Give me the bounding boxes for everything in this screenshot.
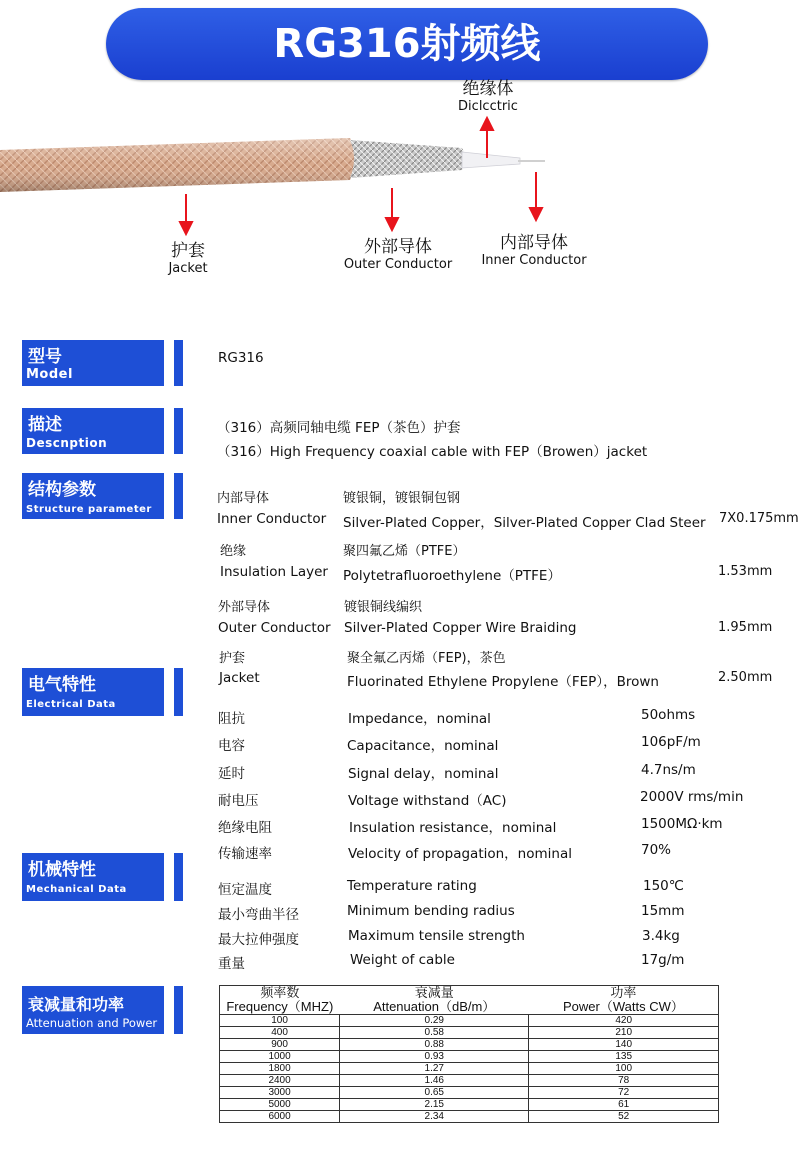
mechanical-row-label-en: Maximum tensile strength	[348, 928, 525, 944]
structure-row-material-zh: 镀银铜，镀银铜包钢	[343, 491, 461, 506]
structure-row-material-en: Fluorinated Ethylene Propylene（FEP），Brown	[347, 674, 659, 690]
structure-row-label-en: Jacket	[219, 670, 260, 686]
jacket-label	[150, 242, 226, 276]
cell-attenuation: 0.29	[340, 1015, 529, 1027]
structure-row-material-en: Polytetrafluoroethylene（PTFE）	[343, 568, 561, 584]
electrical-row-label-en: Signal delay，nominal	[348, 766, 499, 782]
section-header-electrical	[22, 668, 164, 716]
structure-row-label-en: Insulation Layer	[220, 564, 328, 580]
mechanical-row-label-zh: 最小弯曲半径	[218, 907, 299, 923]
table-row	[220, 1051, 719, 1063]
section-title-zh: 衰减量和功率	[28, 995, 125, 1014]
structure-row-material-en: Silver-Plated Copper Wire Braiding	[344, 620, 577, 636]
outer-conductor-label-en: Outer Conductor	[343, 256, 453, 272]
electrical-row-label-zh: 延时	[218, 766, 245, 782]
cell-power: 61	[529, 1099, 719, 1111]
page-title: RG316射频线	[273, 21, 541, 67]
section-bar	[174, 668, 183, 716]
table-row	[220, 1099, 719, 1111]
cell-power: 100	[529, 1063, 719, 1075]
section-title-en: Model	[26, 367, 73, 382]
mechanical-row-value: 15mm	[641, 903, 685, 919]
description-line-en: （316）High Frequency coaxial cable with FEP（Browen）jacket	[217, 444, 648, 460]
dielectric-label-en: Diclcctric	[458, 98, 518, 114]
table-row	[220, 1027, 719, 1039]
electrical-row-label-zh: 传输速率	[218, 846, 272, 862]
section-title-zh: 型号	[28, 347, 62, 367]
description-line-zh: （316）高频同轴电缆 FEP（茶色）护套	[217, 420, 461, 436]
section-title-en: Electrical Data	[26, 699, 116, 710]
table-row	[220, 1087, 719, 1099]
cell-power: 140	[529, 1039, 719, 1051]
outer-conductor-label-zh: 外部导体	[364, 237, 432, 257]
section-title-zh: 电气特性	[28, 675, 96, 695]
section-header-mechanical	[22, 853, 164, 901]
cell-attenuation: 0.58	[340, 1027, 529, 1039]
cell-attenuation: 0.93	[340, 1051, 529, 1063]
header-zh: 功率	[610, 985, 637, 1000]
section-bar	[174, 408, 183, 454]
section-title-zh: 描述	[28, 415, 62, 435]
mechanical-row-label-en: Minimum bending radius	[347, 903, 515, 919]
dielectric-label-zh: 绝缘体	[462, 79, 514, 99]
section-title-en: Mechanical Data	[26, 884, 127, 895]
table-header-row	[220, 986, 719, 1015]
cell-frequency: 3000	[220, 1087, 340, 1099]
cell-power: 210	[529, 1027, 719, 1039]
table-header-power	[529, 986, 719, 1015]
section-header-structure	[22, 473, 164, 519]
structure-row-material-zh: 聚全氟乙丙烯（FEP)，茶色	[347, 651, 506, 666]
electrical-row-label-en: Insulation resistance，nominal	[349, 820, 557, 836]
mechanical-row-label-zh: 重量	[218, 956, 245, 972]
structure-row-material-zh: 聚四氟乙烯（PTFE）	[343, 544, 466, 559]
outer-conductor-label	[336, 238, 460, 272]
structure-row-label-zh: 护套	[219, 651, 246, 666]
structure-row-size: 2.50mm	[718, 670, 773, 685]
electrical-row-value: 70%	[641, 842, 672, 858]
cell-frequency: 400	[220, 1027, 340, 1039]
mechanical-row-label-en: Weight of cable	[350, 952, 455, 968]
structure-row-size: 7X0.175mm	[719, 511, 799, 526]
structure-row-size: 1.95mm	[718, 620, 773, 635]
electrical-row-label-zh: 电容	[218, 738, 245, 754]
header-en: Frequency（MHZ)	[226, 999, 334, 1014]
electrical-row-value: 50ohms	[641, 707, 696, 723]
section-title-zh: 结构参数	[28, 480, 96, 500]
section-header-model	[22, 340, 164, 386]
cell-frequency: 6000	[220, 1111, 340, 1123]
electrical-row-value: 106pF/m	[641, 734, 701, 750]
inner-conductor-label-en: Inner Conductor	[481, 252, 587, 268]
structure-row-label-en: Inner Conductor	[217, 511, 327, 527]
section-title-en: Descnption	[26, 436, 108, 450]
electrical-row-label-en: Capacitance，nominal	[347, 738, 499, 754]
cell-attenuation: 2.34	[340, 1111, 529, 1123]
model-value: RG316	[218, 350, 264, 366]
header-en: Attenuation（dB/m）	[373, 999, 496, 1014]
mechanical-row-label-zh: 恒定温度	[218, 882, 272, 898]
cell-frequency: 5000	[220, 1099, 340, 1111]
table-row	[220, 1063, 719, 1075]
header-zh: 衰减量	[414, 985, 454, 1000]
table-row	[220, 1075, 719, 1087]
structure-row-material-zh: 镀银铜线编织	[344, 600, 423, 615]
mechanical-row-label-en: Temperature rating	[347, 878, 477, 894]
section-bar	[174, 986, 183, 1034]
inner-conductor-label	[474, 234, 594, 268]
section-bar	[174, 473, 183, 519]
cell-frequency: 2400	[220, 1075, 340, 1087]
mechanical-row-value: 150℃	[643, 878, 684, 894]
table-row	[220, 1039, 719, 1051]
jacket-label-en: Jacket	[168, 260, 208, 276]
electrical-row-label-en: Impedance，nominal	[348, 711, 491, 727]
structure-row-label-zh: 绝缘	[220, 544, 247, 559]
electrical-row-label-zh: 阻抗	[218, 711, 245, 727]
header-en: Power（Watts CW）	[563, 999, 684, 1014]
cell-attenuation: 0.88	[340, 1039, 529, 1051]
table-header-attenuation	[340, 986, 529, 1015]
electrical-row-value: 2000V rms/min	[640, 789, 744, 805]
electrical-row-label-zh: 绝缘电阻	[218, 820, 272, 836]
section-title-en: Structure parameter	[26, 504, 152, 515]
section-title-zh: 机械特性	[28, 860, 96, 880]
electrical-row-value: 4.7ns/m	[641, 762, 696, 778]
cell-power: 420	[529, 1015, 719, 1027]
dielectric-label	[440, 80, 536, 114]
table-row	[220, 1015, 719, 1027]
section-title-en: Attenuation and Power	[26, 1016, 158, 1030]
mechanical-row-value: 17g/m	[641, 952, 685, 968]
cell-attenuation: 2.15	[340, 1099, 529, 1111]
structure-row-label-zh: 内部导体	[217, 491, 270, 506]
table-row	[220, 1111, 719, 1123]
cell-attenuation: 1.27	[340, 1063, 529, 1075]
section-header-description	[22, 408, 164, 454]
electrical-row-label-en: Velocity of propagation，nominal	[348, 846, 572, 862]
attenuation-table	[219, 985, 719, 1123]
electrical-row-value: 1500MΩ·km	[641, 816, 723, 832]
cell-frequency: 100	[220, 1015, 340, 1027]
cell-frequency: 900	[220, 1039, 340, 1051]
structure-row-material-en: Silver-Plated Copper，Silver-Plated Copper Clad Steer	[343, 515, 706, 531]
section-bar	[174, 340, 183, 386]
cell-power: 135	[529, 1051, 719, 1063]
structure-row-label-zh: 外部导体	[218, 600, 271, 615]
cell-frequency: 1800	[220, 1063, 340, 1075]
jacket-label-zh: 护套	[171, 241, 205, 261]
cell-power: 52	[529, 1111, 719, 1123]
mechanical-row-label-zh: 最大拉伸强度	[218, 932, 299, 948]
section-bar	[174, 853, 183, 901]
table-header-frequency	[220, 986, 340, 1015]
cell-power: 78	[529, 1075, 719, 1087]
cell-attenuation: 0.65	[340, 1087, 529, 1099]
cell-frequency: 1000	[220, 1051, 340, 1063]
inner-conductor-label-zh: 内部导体	[500, 233, 568, 253]
electrical-row-label-zh: 耐电压	[218, 793, 259, 809]
electrical-row-label-en: Voltage withstand（AC)	[348, 793, 507, 809]
structure-row-size: 1.53mm	[718, 564, 773, 579]
structure-row-label-en: Outer Conductor	[218, 620, 331, 636]
section-header-attenuation	[22, 986, 164, 1034]
header-zh: 频率数	[260, 985, 300, 1000]
cell-power: 72	[529, 1087, 719, 1099]
mechanical-row-value: 3.4kg	[642, 928, 680, 944]
cell-attenuation: 1.46	[340, 1075, 529, 1087]
